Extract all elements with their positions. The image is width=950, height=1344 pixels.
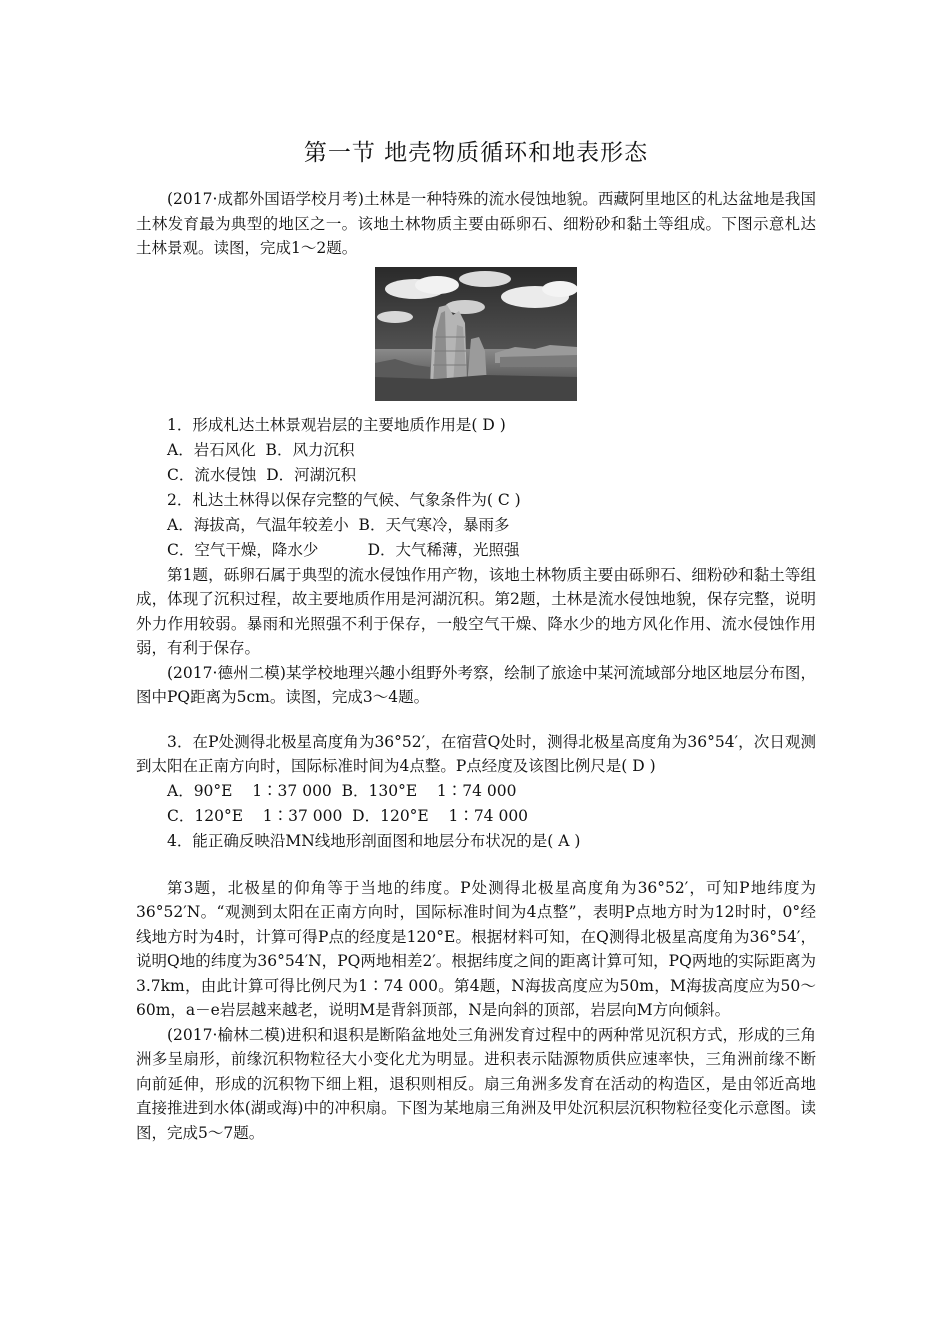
zhada-earth-forest-photo (375, 267, 577, 401)
question-2: 2．札达土林得以保存完整的气候、气象条件为( C ) (167, 490, 521, 509)
figure-gap (136, 710, 816, 730)
question-1-options-ab: A．岩石风化 B．风力沉积 (167, 440, 355, 459)
explanation-1-2: 第1题，砾卵石属于典型的流水侵蚀作用产物，该地土林物质主要由砾卵石、细粉砂和黏土等组成，体现了沉积过程，故主要地质作用是河湖沉积。第2题，土林是流水侵蚀地貌，保存完整，说明外力作用较弱。暴雨和光照强不利于保存，一般空气干燥、降水少的地方风化作用、流水侵蚀作用弱，有利于保存。 (136, 565, 816, 657)
intro-paragraph-2: (2017·德州二模)某学校地理兴趣小组野外考察，绘制了旅途中某河流域部分地区地层分布图，图中PQ距离为5cm。读图，完成3～4题。 (136, 663, 816, 706)
question-3-options-ab: A．90°E 1∶37 000 B．130°E 1∶74 000 (167, 781, 517, 800)
question-3: 3．在P处测得北极星高度角为36°52′，在宿营Q处时，测得北极星高度角为36°54′，次日观测到太阳在正南方向时，国际标准时间为4点整。P点经度及该图比例尺是( D ) (136, 732, 816, 775)
question-3-options-cd: C．120°E 1∶37 000 D．120°E 1∶74 000 (167, 806, 529, 825)
question-1-options-cd: C．流水侵蚀 D．河湖沉积 (167, 465, 357, 484)
figure-gap-2 (136, 854, 816, 876)
intro-paragraph-3: (2017·榆林二模)进积和退积是断陷盆地处三角洲发育过程中的两种常见沉积方式，形成的三角洲多呈扇形，前缘沉积物粒径大小变化尤为明显。进积表示陆源物质供应速率快，三角洲前缘不断向前延伸，形成的沉积物下细上粗，退积则相反。扇三角洲多发育在活动的构造区，是由邻近高地直接推进到水体(湖或海)中的冲积扇。下图为某地扇三角洲及甲处沉积层沉积物粒径变化示意图。读图，完成5～7题。 (136, 1025, 816, 1142)
question-2-options-ab: A．海拔高，气温年较差小 B．天气寒冷，暴雨多 (167, 515, 510, 534)
question-1: 1．形成札达土林景观岩层的主要地质作用是( D ) (167, 415, 506, 434)
page-title: 第一节 地壳物质循环和地表形态 (303, 140, 649, 166)
explanation-3-4: 第3题，北极星的仰角等于当地的纬度。P处测得北极星高度角为36°52′，可知P地纬度为36°52′N。“观测到太阳在正南方向时，国际标准时间为4点整”，表明P点地方时为12时时，0°经线地方时为4时，计算可得P点的经度是120°E。根据材料可知，在Q测得北极星高度角为36°54′，说明Q地的纬度为36°54′N，PQ两地相差2′。根据纬度之间的距离计算可知，PQ两地的实际距离为3.7km，由此计算可得比例尺为1∶74 000。第4题，N海拔高度应为50m，M海拔高度应为50～60m，a－e岩层越来越老，说明M是背斜顶部，N是向斜的顶部，岩层向M方向倾斜。 (136, 878, 816, 1019)
document-page (136, 128, 816, 1145)
intro-paragraph-1: (2017·成都外国语学校月考)土林是一种特殊的流水侵蚀地貌。西藏阿里地区的札达盆地是我国土林发育最为典型的地区之一。该地土林物质主要由砾卵石、细粉砂和黏土等组成。下图示意札达土林景观。读图，完成1～2题。 (136, 190, 816, 257)
question-2-options-cd: C．空气干燥，降水少 D．大气稀薄，光照强 (167, 540, 520, 559)
question-4: 4．能正确反映沿MN线地形剖面图和地层分布状况的是( A ) (167, 831, 581, 850)
